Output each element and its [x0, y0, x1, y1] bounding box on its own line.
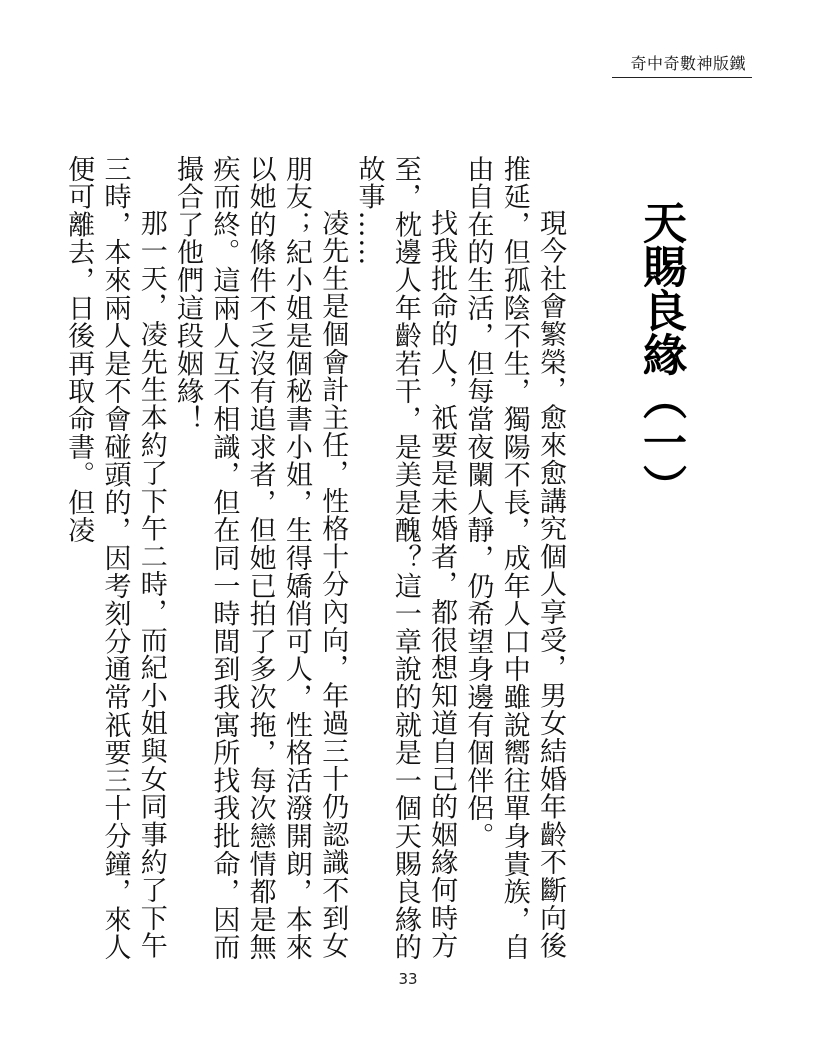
paragraph: 找我批命的人，祇要是未婚者，都很想知道自己的姻緣何時方至，枕邊人年齡若干，是美是醜？這一章說的就是一個天賜良緣的故事……: [353, 155, 458, 962]
running-header: [612, 49, 752, 78]
body-text: [63, 155, 568, 965]
paragraph: 那一天，凌先生本約了下午二時，而紀小姐與女同事約了下午三時，本來兩人是不會碰頭的，因考刻分通常祇要三十分鐘，來人便可離去，日後再取命書。但凌: [63, 155, 167, 962]
book-title: 奇中奇數神版鐵: [630, 54, 746, 73]
paragraph: 現今社會繁榮，愈來愈講究個人享受，男女結婚年齡不斷向後推延，但孤陰不生，獨陽不長，成年人口中雖說嚮往單身貴族，自由自在的生活，但每當夜闌人靜，仍希望身邊有個伴侶。: [462, 155, 566, 962]
page-number: 33: [398, 970, 418, 988]
paragraph: 凌先生是個會計主任，性格十分內向，年過三十仍認識不到女朋友；紀小姐是個秘書小姐，生得嬌俏可人，性格活潑開朗，本來以她的條件不乏沒有追求者，但她已拍了多次拖，每次戀情都是無疾而終。這兩人互不相識，但在同一時間到我寓所找我批命，因而撮合了他們這段姻緣！: [172, 155, 349, 962]
chapter-title: 天賜良緣（一）: [635, 200, 686, 508]
